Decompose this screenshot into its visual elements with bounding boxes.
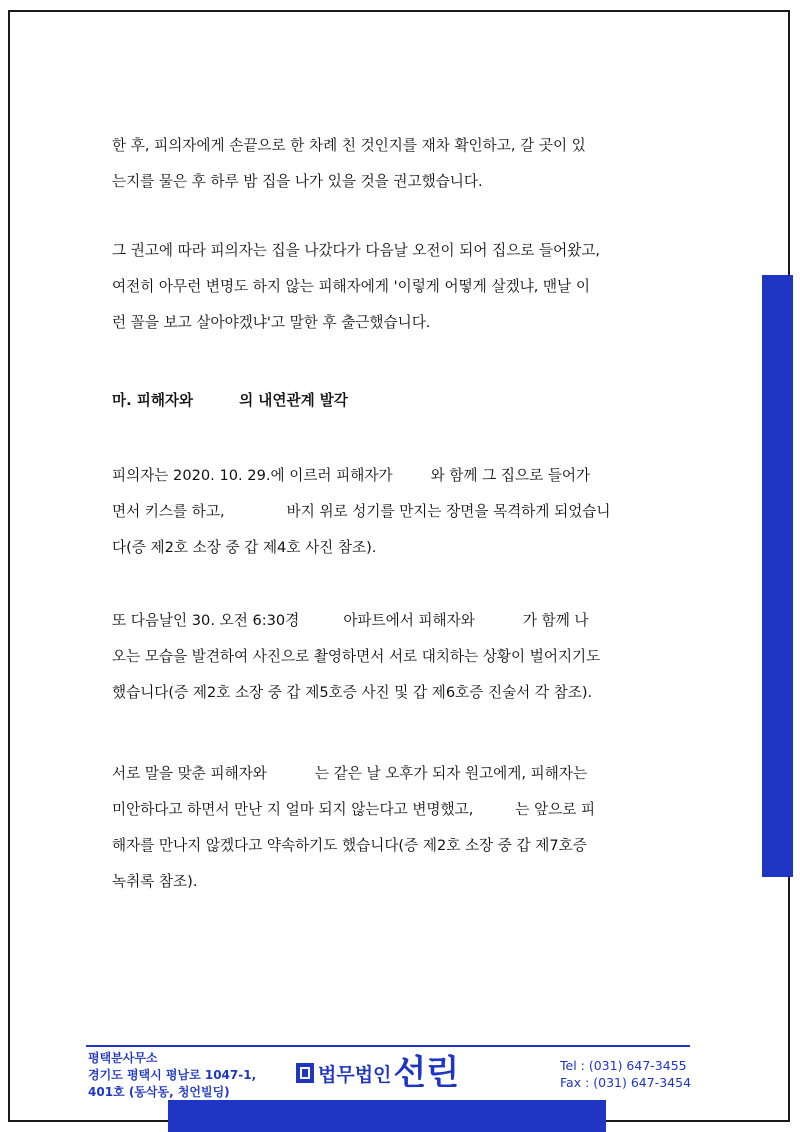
paragraph-line: 해자를 만나지 않겠다고 약속하기도 했습니다(증 제2호 소장 중 갑 제7호증 — [112, 837, 587, 854]
paragraph-line — [112, 494, 692, 530]
paragraph-line: 오는 모습을 발견하여 사진으로 촬영하면서 서로 대치하는 상황이 벌어지기도 — [112, 648, 601, 665]
paragraph-line: 녹취록 참조). — [112, 873, 198, 890]
paragraph-line: 여전히 아무런 변명도 하지 않는 피해자에게 '이렇게 어떻게 살겠냐, 맨날 이 — [112, 278, 590, 295]
footer-divider — [86, 1045, 690, 1047]
text-segment: 또 다음날인 30. 오전 6:30경 — [112, 612, 300, 629]
side-accent-bar — [762, 275, 793, 877]
text-segment: 바지 위로 성기를 만지는 장면을 목격하게 되었습니 — [286, 503, 611, 520]
paragraph-line — [112, 603, 692, 639]
text-segment: 와 함께 그 집으로 들어가 — [430, 467, 591, 484]
text-segment: 는 같은 날 오후가 되자 원고에게, 피해자는 — [314, 765, 588, 782]
text-segment: 서로 말을 맞춘 피해자와 — [112, 765, 267, 782]
paragraph-line: 다(증 제2호 소장 중 갑 제4호 사진 참조). — [112, 539, 377, 556]
text-segment: 피의자는 2020. 10. 29.에 이르러 피해자가 — [112, 467, 393, 484]
paragraph-line: 는지를 물은 후 하루 밤 집을 나가 있을 것을 권고했습니다. — [112, 173, 483, 190]
tel-number: Tel : (031) 647-3455 — [560, 1058, 687, 1073]
paragraph-line: 했습니다(증 제2호 소장 중 갑 제5호증 사진 및 갑 제6호증 진술서 각 참조). — [112, 684, 593, 701]
paragraph-line: 런 꼴을 보고 살아야겠냐'고 말한 후 출근했습니다. — [112, 314, 431, 331]
paragraph-line — [112, 792, 692, 828]
paragraph-line — [112, 458, 692, 494]
office-name: 평택분사무소 — [88, 1051, 158, 1065]
paragraph-5 — [112, 756, 692, 900]
paragraph-line — [112, 756, 692, 792]
firm-logo — [296, 1054, 459, 1092]
firm-name: 선린 — [393, 1053, 460, 1093]
text-segment: 가 함께 나 — [522, 612, 589, 629]
address-line: 401호 (동삭동, 청언빌딩) — [88, 1085, 230, 1099]
fax-number: Fax : (031) 647-3454 — [560, 1075, 692, 1090]
logo-mark-icon — [296, 1063, 314, 1083]
address-line: 경기도 평택시 평남로 1047-1, — [88, 1068, 257, 1082]
paragraph-line: 한 후, 피의자에게 손끝으로 한 차례 친 것인지를 재차 확인하고, 갈 곳이 있 — [112, 137, 586, 154]
heading-part: 의 내연관계 발각 — [239, 392, 348, 409]
text-segment: 는 앞으로 피 — [515, 801, 596, 818]
firm-prefix: 법무법인 — [318, 1063, 392, 1086]
section-heading — [112, 389, 348, 410]
paragraph-4 — [112, 603, 692, 711]
text-segment: 아파트에서 피해자와 — [343, 612, 475, 629]
text-segment: 미안하다고 하면서 만난 지 얼마 되지 않는다고 변명했고, — [112, 801, 474, 818]
office-address — [88, 1050, 256, 1101]
bottom-accent-bar — [168, 1100, 606, 1132]
paragraph-2 — [112, 233, 692, 341]
contact-info — [560, 1057, 691, 1091]
heading-part: 마. 피해자와 — [112, 392, 194, 409]
paragraph-line: 그 권고에 따라 피의자는 집을 나갔다가 다음날 오전이 되어 집으로 들어왔고, — [112, 242, 601, 259]
paragraph-3 — [112, 458, 692, 566]
text-segment: 면서 키스를 하고, — [112, 503, 225, 520]
paragraph-1 — [112, 128, 692, 200]
